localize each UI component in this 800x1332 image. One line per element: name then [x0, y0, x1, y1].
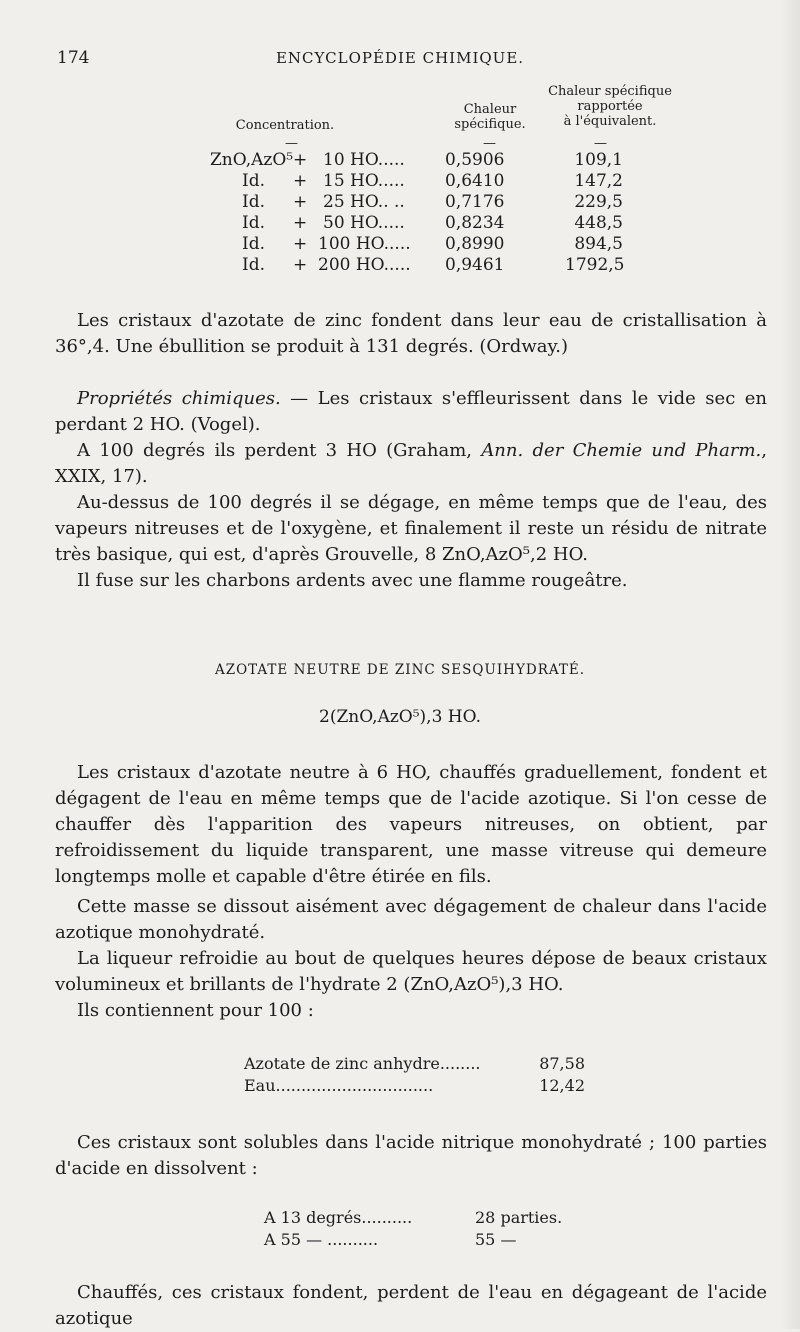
chemical-formula: 2(ZnO,AzO⁵),3 HO. — [319, 707, 481, 727]
paragraph-dissolution: Cette masse se dissout aisément avec dégagement de chaleur dans l'acide azotique monohydraté. — [55, 896, 767, 943]
section-title: AZOTATE NEUTRE DE ZINC SESQUIHYDRATÉ. — [214, 662, 586, 678]
paragraph-combustion: Il fuse sur les charbons ardents avec une flamme rougeâtre. — [77, 570, 628, 591]
paragraph-composition-intro: Ils contiennent pour 100 : — [77, 1000, 314, 1021]
table-rule: — — [285, 136, 298, 151]
book-page: 174 ENCYCLOPÉDIE CHIMIQUE. Concentration. Chaleur spécifique. Chaleur spécifique rapportée à l'équivalent. — — — ZnO,AzO⁵ + 10 HO..... 0,5906 109,1 Id. + 15 HO..... 0,6410 147,2 Id. + 25 HO.. .. 0,7176 229,5 Id. + 50 HO..... 0,8234 448,5 Id. + 100 HO..... 0,8990 894,5 Id. + 200 HO..... 0,9461 1792,5 Les cristaux d'azotate de zinc fondent dans leur eau de cristallisation à 36°,4. Une ébullition se produit à 131 degrés. (Ordway.) Propriétés chimiques. — Les cristaux s'effleurissent dans le vide sec en perdant 2 HO. (Vogel). A 100 degrés ils perdent 3 HO (Graham, Ann. der Chemie und Pharm., XXIX, 17). Au-dessus de 100 degrés il se dégage, en même temps que de l'eau, des vapeurs nitreuses et de l'oxygène, et finalement il reste un résidu de nitrate très basique, qui est, d'après Grouvelle, 8 ZnO,AzO⁵,2 HO. Il fuse sur les charbons ardents avec une flamme rougeâtre. AZOTATE NEUTRE DE ZINC SESQUIHYDRATÉ. 2(ZnO,AzO⁵),3 HO. Les cristaux d'azotate neutre à 6 HO, chauffés graduellement, fondent et dégagent de l'eau en même temps que de l'acide azotique. Si l'on cesse de chauffer dès l'apparition des vapeurs nitreuses, on obtient, par refroidissement du liquide transparent, une masse vitreuse qui demeure longtemps molle et capable d'être étirée en fils. Cette masse se dissout aisément avec dégagement de chaleur dans l'acide azotique monohydraté. La liqueur refroidie au bout de quelques heures dépose de beaux cristaux volumineux et brillants de l'hydrate 2 (ZnO,AzO⁵),3 HO. Ils contiennent pour 100 : Azotate de zinc anhydre........ 87,58 Eau............................... 12,42 Ces cristaux sont solubles dans l'acide nitrique monohydraté ; 100 parties d'acide en dissolvent : A 13 degrés.......... 28 parties. A 55 — .......... 55 — Chauffés, ces cristaux fondent, perdent de l'eau en dégageant de l'acide azotique — [0, 0, 800, 1329]
paragraph-chemical-properties: Propriétés chimiques. — Les cristaux s'effleurissent dans le vide sec en perdant 2 HO. (Vogel). — [55, 388, 768, 435]
paragraph-decomposition: Au-dessus de 100 degrés il se dégage, en même temps que de l'eau, des vapeurs nitreuses et de l'oxygène, et finalement il reste un résidu de nitrate très basique, qui est, d'après Grouvelle, 8 ZnO,AzO⁵,2 HO. — [55, 492, 767, 565]
page-number: 174 — [57, 48, 90, 68]
paragraph-fusion: Les cristaux d'azotate de zinc fondent dans leur eau de cristallisation à 36°,4. Une ébullition se produit à 131 degrés. (Ordway.) — [55, 310, 767, 357]
paragraph-crystals: La liqueur refroidie au bout de quelques heures dépose de beaux cristaux volumineux et brillants de l'hydrate 2 (ZnO,AzO⁵),3 HO. — [55, 948, 767, 995]
table-header-chaleur-specifique: Chaleur spécifique. — [454, 102, 526, 132]
table-header-equivalent: Chaleur spécifique rapportée à l'équivalent. — [548, 84, 672, 129]
paragraph-heating: Les cristaux d'azotate neutre à 6 HO, chauffés graduellement, fondent et dégagent de l'eau en même temps que de l'acide azotique. Si l'on cesse de chauffer dès l'apparition des vapeurs nitreuses, on obtient, par refroidissement du liquide transparent, une masse vitreuse qui demeure longtemps molle et capable d'être étirée en fils. — [55, 762, 767, 887]
table-rule: — — [594, 136, 607, 151]
paragraph-solubility: Ces cristaux sont solubles dans l'acide nitrique monohydraté ; 100 parties d'acide en dissolvent : — [55, 1132, 767, 1179]
paragraph-final: Chauffés, ces cristaux fondent, perdent de l'eau en dégageant de l'acide azotique — [55, 1282, 767, 1329]
running-head: ENCYCLOPÉDIE CHIMIQUE. — [275, 49, 525, 67]
table-header-concentration: Concentration. — [235, 118, 335, 133]
table-rule: — — [483, 136, 496, 151]
page-edge-shadow — [780, 0, 800, 1329]
section-heading: Propriétés chimiques. — [77, 388, 281, 409]
paragraph-graham: A 100 degrés ils perdent 3 HO (Graham, Ann. der Chemie und Pharm., XXIX, 17). — [55, 440, 768, 487]
